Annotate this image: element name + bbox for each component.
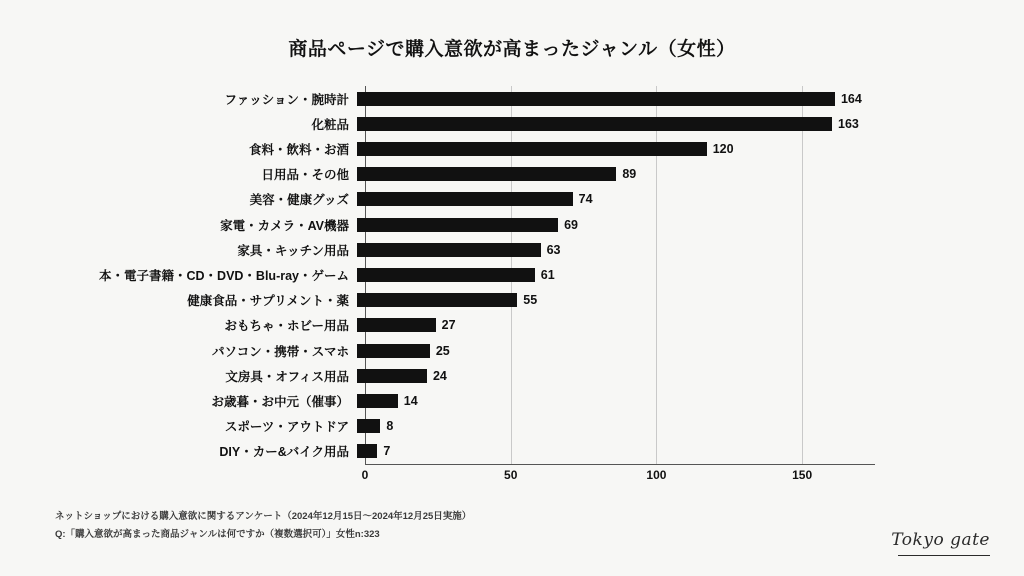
bar <box>357 369 427 383</box>
bar-track <box>357 136 1024 161</box>
bar-value-label: 24 <box>432 368 447 383</box>
bar-row <box>0 237 1024 262</box>
bar-row <box>0 111 1024 136</box>
category-label: パソコン・携帯・スマホ <box>211 344 349 359</box>
bar-row <box>0 136 1024 161</box>
category-label: 化粧品 <box>311 117 349 132</box>
bar <box>357 142 707 156</box>
bar-track <box>357 288 1024 313</box>
x-tick-label: 100 <box>646 468 667 482</box>
footnotes <box>55 508 471 544</box>
bar-value-label: 27 <box>441 318 456 333</box>
bar <box>357 167 616 181</box>
bar-value-label: 69 <box>564 217 578 232</box>
bar-track <box>357 414 1024 439</box>
bar <box>357 117 832 131</box>
bar-value-label: 164 <box>840 91 862 106</box>
category-label: 家具・キッチン用品 <box>237 243 349 258</box>
bar-row <box>0 262 1024 287</box>
bar <box>357 419 380 433</box>
category-label: おもちゃ・ホビー用品 <box>224 319 349 334</box>
category-label: 文房具・オフィス用品 <box>225 369 349 384</box>
bar-track <box>357 439 1024 464</box>
bar <box>357 268 535 282</box>
bar-track <box>357 162 1024 187</box>
bar-value-label: 89 <box>622 167 637 182</box>
bar-track <box>357 338 1024 363</box>
footnote-line-1: ネットショップにおける購入意欲に関するアンケート（2024年12月15日〜2024年12月25日実施） <box>55 511 472 522</box>
bar-row <box>0 414 1024 439</box>
bar-track <box>357 237 1024 262</box>
category-label: DIY・カー&バイク用品 <box>219 445 349 460</box>
bar <box>357 318 436 332</box>
bar-row <box>0 313 1024 338</box>
category-label: 食料・飲料・お酒 <box>248 142 349 157</box>
bar-row <box>0 388 1024 413</box>
category-label: スポーツ・アウトドア <box>224 420 349 435</box>
bar-row <box>0 86 1024 111</box>
brand-underline <box>898 555 990 556</box>
bar-track <box>357 187 1024 212</box>
bar-value-label: 120 <box>712 141 734 156</box>
category-label: お歳暮・お中元（催事） <box>211 394 349 409</box>
bar-track <box>357 363 1024 388</box>
bar <box>357 92 835 106</box>
bar-row <box>0 212 1024 237</box>
category-label: 健康食品・サプリメント・薬 <box>187 294 349 309</box>
category-label: ファッション・腕時計 <box>224 92 349 107</box>
bar-value-label: 55 <box>523 293 538 308</box>
category-label: 美容・健康グッズ <box>249 193 349 208</box>
bar-value-label: 63 <box>546 242 561 257</box>
bar-value-label: 74 <box>578 192 593 207</box>
bar-value-label: 61 <box>540 267 555 282</box>
bar <box>357 444 377 458</box>
bar-track <box>357 111 1024 136</box>
x-axis-ticks <box>361 468 875 488</box>
bar <box>357 394 398 408</box>
bar-row <box>0 338 1024 363</box>
x-tick-label: 150 <box>792 468 813 482</box>
bar-track <box>357 212 1024 237</box>
bar <box>357 344 430 358</box>
category-label: 家電・カメラ・AV機器 <box>220 218 349 233</box>
bar-track <box>357 388 1024 413</box>
bar <box>357 293 517 307</box>
bar-row <box>0 439 1024 464</box>
bar <box>357 243 541 257</box>
bar-row <box>0 162 1024 187</box>
bar-track <box>357 86 1024 111</box>
brand-logo: Tokyo gate <box>891 530 990 550</box>
bar-track <box>357 313 1024 338</box>
category-label: 本・電子書籍・CD・DVD・Blu-ray・ゲーム <box>98 268 349 283</box>
x-tick-label: 50 <box>504 468 518 482</box>
bar-value-label: 8 <box>386 419 394 434</box>
bar-value-label: 163 <box>838 116 859 131</box>
footnote-line-2: Q:「購入意欲が高まった商品ジャンルは何ですか（複数選択可）」女性n:323 <box>55 529 380 541</box>
bar-row <box>0 288 1024 313</box>
bar-track <box>357 262 1024 287</box>
category-label: 日用品・その他 <box>261 168 349 183</box>
bar-value-label: 25 <box>435 343 450 358</box>
bar <box>357 218 558 232</box>
bar-row <box>0 363 1024 388</box>
bar-value-label: 14 <box>403 393 418 408</box>
chart-title: 商品ページで購入意欲が高まったジャンル（女性） <box>288 39 736 60</box>
bar-value-label: 7 <box>383 444 391 459</box>
bar-row <box>0 187 1024 212</box>
x-tick-label: 0 <box>361 468 369 482</box>
bar <box>357 192 573 206</box>
